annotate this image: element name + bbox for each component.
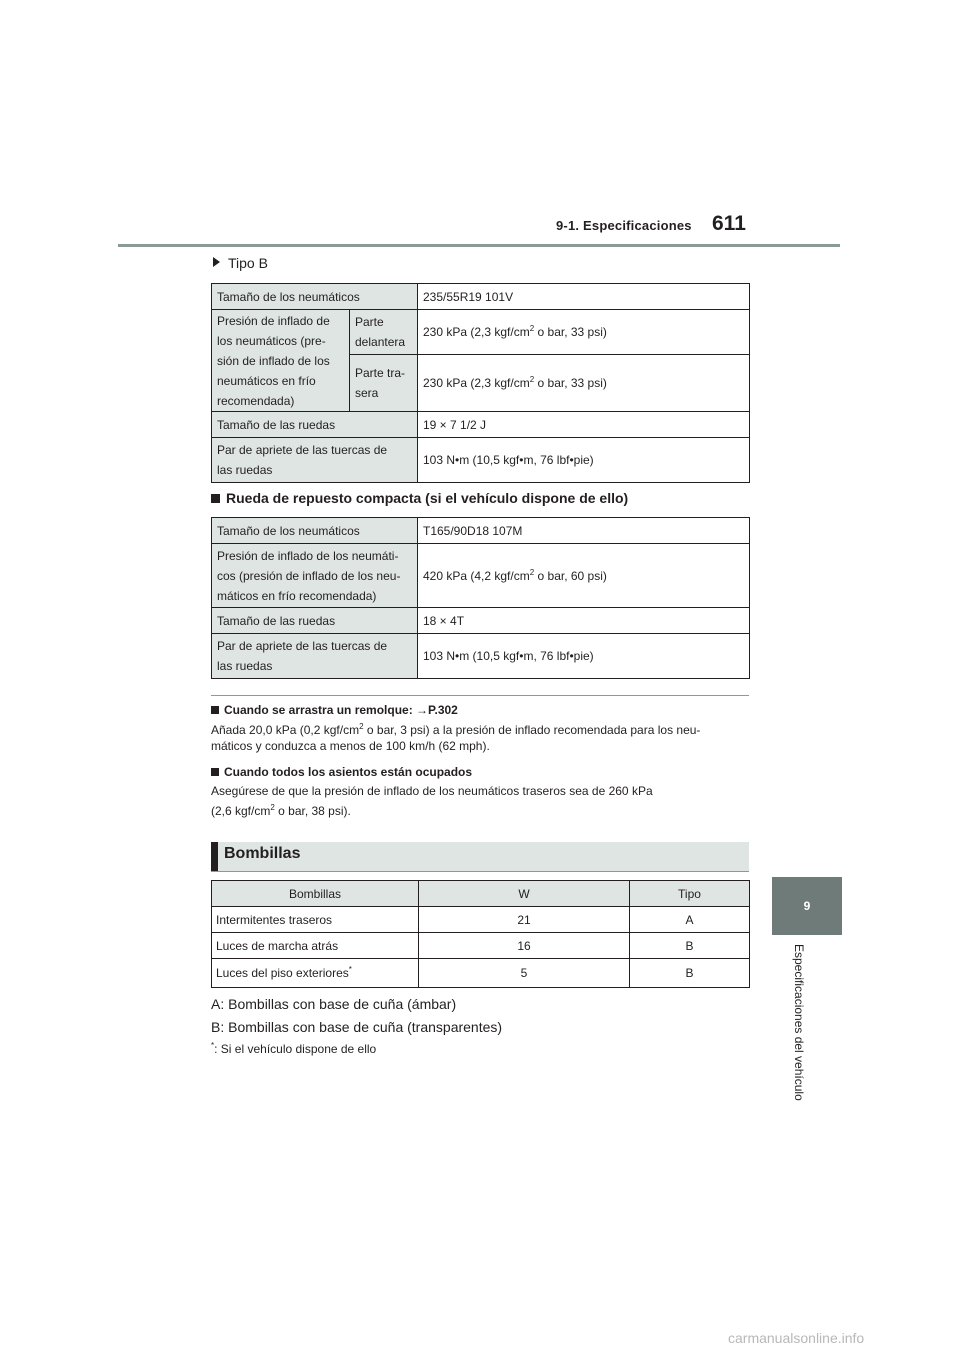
spare-torque-value: 103 N•m (10,5 kgf•m, 76 lbf•pie)	[418, 634, 750, 679]
bulbs-table	[211, 880, 750, 988]
table-header-row	[212, 881, 750, 907]
spare-tire-size-label: Tamaño de los neumáticos	[212, 518, 418, 544]
section-title: 9-1. Especificaciones	[556, 218, 692, 233]
spare-wheel-size-value: 18 × 4T	[418, 608, 750, 634]
superscript: 2	[529, 324, 535, 333]
footnote-marker: *	[348, 965, 352, 974]
table-row	[212, 310, 750, 355]
tipo-b-heading	[213, 255, 268, 271]
col-header-bulbs: Bombillas	[212, 881, 419, 907]
bulb-name: Luces del piso exteriores	[216, 966, 349, 980]
spare-heading-text: Rueda de repuesto compacta (si el vehículo dispone de ello)	[226, 490, 629, 506]
bulb-watts: 16	[419, 933, 630, 959]
torque-label-line: Par de apriete de las tuercas de	[217, 639, 388, 653]
spare-pressure-value	[418, 544, 750, 608]
text-part: Añada 20,0 kPa (0,2 kgf/cm	[211, 723, 360, 737]
rear-label	[350, 355, 418, 412]
footnote-text: : Si el vehículo dispone de ello	[214, 1042, 377, 1056]
header-rule	[118, 244, 840, 247]
text-part: (2,6 kgf/cm	[211, 804, 271, 818]
table-row	[212, 634, 750, 679]
square-bullet-icon	[211, 706, 219, 714]
pressure-label-line: Presión de inflado de los neumáti-	[217, 548, 399, 563]
table-row	[212, 438, 750, 483]
pressure-label-line: los neumáticos (pre-	[217, 333, 326, 348]
footnote	[211, 1042, 376, 1056]
watermark: carmanualsonline.info	[728, 1330, 865, 1346]
table-row	[212, 284, 750, 310]
pressure-label	[212, 310, 350, 412]
occupied-note-body	[211, 783, 751, 819]
superscript: 2	[529, 567, 535, 577]
spare-tire-size-value: T165/90D18 107M	[418, 518, 750, 544]
value-part: 230 kPa (2,3 kgf/cm	[423, 325, 530, 339]
spare-heading	[211, 490, 628, 506]
towing-page-reference: →P.302	[416, 703, 458, 717]
bulbs-section-title: Bombillas	[224, 845, 301, 862]
rear-label-line: Parte tra-	[355, 366, 406, 380]
superscript: 2	[359, 722, 364, 731]
legend-b: B: Bombillas con base de cuña (transparentes)	[211, 1019, 503, 1035]
pressure-label-line: máticos en frío recomendada)	[217, 588, 377, 603]
front-label	[350, 310, 418, 355]
table-row	[212, 544, 750, 608]
rear-label-line: sera	[355, 386, 379, 400]
tire-size-label: Tamaño de los neumáticos	[212, 284, 418, 310]
torque-label-line: las ruedas	[217, 659, 273, 673]
square-bullet-icon	[211, 494, 220, 503]
bulb-type: A	[630, 907, 750, 933]
front-label-line: Parte	[355, 315, 384, 329]
bulb-name: Intermitentes traseros	[212, 907, 419, 933]
pressure-label-line: neumáticos en frío	[217, 373, 316, 388]
pressure-label-line: Presión de inflado de	[217, 313, 330, 328]
value-part: 420 kPa (4,2 kgf/cm	[423, 568, 530, 583]
occupied-title-text: Cuando todos los asientos están ocupados	[224, 765, 473, 779]
square-bullet-icon	[211, 768, 219, 776]
col-header-type: Tipo	[630, 881, 750, 907]
spare-table	[211, 517, 750, 679]
chapter-number: 9	[803, 899, 811, 913]
towing-title-text: Cuando se arrastra un remolque:	[224, 703, 417, 717]
chapter-label-container	[788, 944, 808, 1124]
torque-label-line: las ruedas	[217, 463, 273, 477]
legend-a: A: Bombillas con base de cuña (ámbar)	[211, 996, 457, 1012]
bulb-watts: 21	[419, 907, 630, 933]
table-row	[212, 608, 750, 634]
col-header-w: W	[419, 881, 630, 907]
table-row	[212, 907, 750, 933]
towing-note-title	[211, 702, 458, 718]
table-row	[212, 412, 750, 438]
spare-torque-label	[212, 634, 418, 679]
wheel-size-label: Tamaño de las ruedas	[212, 412, 418, 438]
notes-divider	[211, 695, 749, 696]
pressure-label-line: recomendada)	[217, 393, 295, 408]
occupied-line-2	[211, 803, 751, 819]
tipo-b-heading-text: Tipo B	[228, 255, 268, 271]
bulb-watts: 5	[419, 959, 630, 988]
torque-label-line: Par de apriete de las tuercas de	[217, 443, 388, 457]
table-row	[212, 933, 750, 959]
value-part: 230 kPa (2,3 kgf/cm	[423, 376, 530, 390]
tipo-b-table	[211, 283, 750, 483]
towing-note-body	[211, 722, 751, 754]
spare-pressure-label	[212, 544, 418, 608]
table-row	[212, 518, 750, 544]
wheel-size-value: 19 × 7 1/2 J	[418, 412, 750, 438]
rear-pressure-value	[418, 355, 750, 412]
triangle-bullet-icon	[213, 257, 220, 267]
page-number: 611	[712, 212, 746, 235]
bulb-type: B	[630, 933, 750, 959]
chapter-label: Especificaciones del vehículo	[792, 944, 806, 1101]
footnote-mark: *	[211, 1041, 215, 1050]
spare-wheel-size-label: Tamaño de las ruedas	[212, 608, 418, 634]
occupied-note-title	[211, 764, 472, 780]
superscript: 2	[529, 375, 535, 384]
chapter-tab	[772, 877, 842, 935]
value-part: o bar, 33 psi)	[534, 325, 607, 339]
text-part: o bar, 38 psi).	[274, 804, 351, 818]
occupied-line-1: Asegúrese de que la presión de inflado de los neumáticos traseros sea de 260 kPa	[211, 784, 653, 798]
towing-line-1	[211, 722, 751, 738]
pressure-label-line: sión de inflado de los	[217, 353, 330, 368]
bulb-type: B	[630, 959, 750, 988]
table-row	[212, 959, 750, 988]
towing-line-2: máticos y conduzca a menos de 100 km/h (62 mph).	[211, 739, 490, 753]
pressure-label-line: cos (presión de inflado de los neu-	[217, 568, 401, 583]
front-pressure-value	[418, 310, 750, 355]
torque-label	[212, 438, 418, 483]
bulb-name: Luces de marcha atrás	[212, 933, 419, 959]
value-part: o bar, 60 psi)	[534, 568, 607, 583]
value-part: o bar, 33 psi)	[534, 376, 607, 390]
bulb-name-cell	[212, 959, 419, 988]
tire-size-value: 235/55R19 101V	[418, 284, 750, 310]
text-part: o bar, 3 psi) a la presión de inflado recomendada para los neu-	[363, 723, 701, 737]
bulbs-section-bar	[211, 842, 218, 871]
superscript: 2	[270, 803, 275, 812]
torque-value: 103 N•m (10,5 kgf•m, 76 lbf•pie)	[418, 438, 750, 483]
front-label-line: delantera	[355, 335, 406, 349]
